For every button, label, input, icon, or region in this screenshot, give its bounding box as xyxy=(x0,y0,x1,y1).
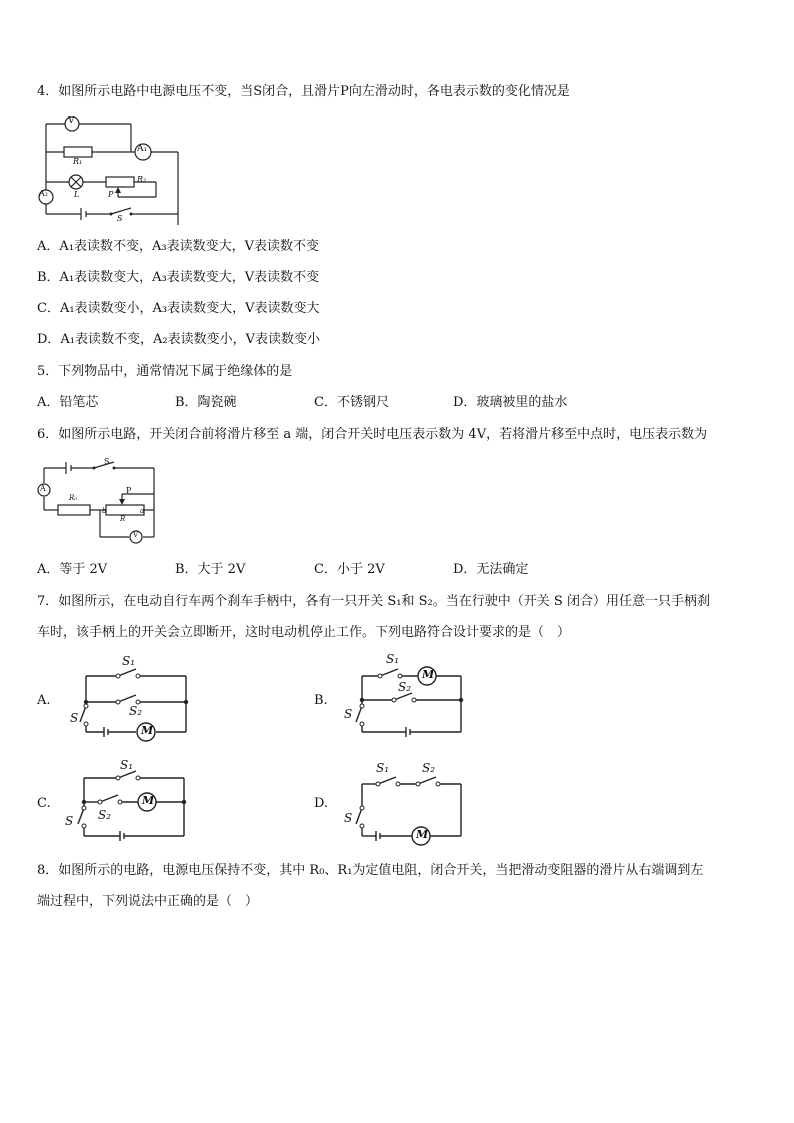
q6-switch-label: S xyxy=(104,457,110,466)
q4-option-b: B．A₁表读数变大，A₃表读数变大，V表读数不变 xyxy=(37,270,320,285)
q7d-s-label: S xyxy=(344,811,353,825)
q6-stem: 6．如图所示电路，开关闭合前将滑片移至 a 端，闭合开关时电压表示数为 4V，若将滑片移至中点时，电压表示数为 xyxy=(37,427,708,442)
q7b-s-label: S xyxy=(344,707,353,721)
q4-a2-label: A₂ xyxy=(39,189,48,198)
q7-stem-line1: 7．如图所示，在电动自行车两个刹车手柄中，各有一只开关 S₁和 S₂。当在行驶中（开关 S 闭合）用任意一只手柄刹 xyxy=(37,594,710,609)
q5-stem: 5．下列物品中，通常情况下属于绝缘体的是 xyxy=(37,364,293,379)
q7-choice-b-label: B. xyxy=(314,693,328,708)
q7d-motor-label: M xyxy=(416,828,429,841)
q5-option-b: B．陶瓷碗 xyxy=(175,395,237,410)
q6-b-label: b xyxy=(102,507,107,515)
q4-r1-label: R₁ xyxy=(73,157,83,166)
q6-option-b: B．大于 2V xyxy=(175,562,246,577)
q4-option-a: A．A₁表读数不变，A₃表读数变大，V表读数不变 xyxy=(37,239,319,254)
q7-circuit-b-svg xyxy=(340,652,470,742)
q8-stem-line2: 端过程中，下列说法中正确的是（ ） xyxy=(37,894,259,909)
q4-stem: 4．如图所示电路中电源电压不变，当S闭合，且滑片P向左滑动时，各电表示数的变化情况是 xyxy=(37,84,570,99)
q7d-s2-label: S₂ xyxy=(422,761,436,775)
q5-option-d: D．玻璃被里的盐水 xyxy=(453,395,568,410)
q6-slider-arrow xyxy=(119,499,125,505)
q7a-s2-label: S₂ xyxy=(129,704,143,718)
q4-lamp-label: L xyxy=(74,190,80,199)
q6-slider-label: P xyxy=(126,486,132,495)
q4-circuit-svg xyxy=(36,110,186,226)
q7a-motor-label: M xyxy=(141,724,154,737)
q7d-s1-label: S₁ xyxy=(376,761,390,775)
q7-choice-a-label: A. xyxy=(37,693,51,708)
q7c-s2-label: S₂ xyxy=(98,808,112,822)
q7b-s2-label: S₂ xyxy=(398,680,412,694)
q7a-s1-label: S₁ xyxy=(122,654,136,668)
q7-circuit-b xyxy=(340,652,470,742)
q4-option-d: D．A₁表读数不变，A₂表读数变小，V表读数变小 xyxy=(37,332,321,347)
q6-r0-label: R₀ xyxy=(69,494,78,502)
q4-switch-label: S xyxy=(117,214,123,223)
q4-a1-label: A₁ xyxy=(137,144,148,154)
q7-circuit-c xyxy=(62,756,192,846)
q7-circuit-d-svg xyxy=(340,756,470,846)
q6-a-label: a xyxy=(140,507,145,515)
q7-circuit-a xyxy=(66,654,196,744)
q6-circuit-svg xyxy=(36,458,164,546)
q7-choice-c-label: C. xyxy=(37,796,51,811)
q7b-motor-label: M xyxy=(422,668,435,681)
q7c-motor-label: M xyxy=(142,794,155,807)
q4-slider-label: P xyxy=(108,190,114,199)
q7c-s-label: S xyxy=(65,814,74,828)
q7b-s1-label: S₁ xyxy=(386,652,400,666)
q4-circuit-diagram xyxy=(36,110,186,226)
q7a-s-label: S xyxy=(70,711,79,725)
q8-stem-line1: 8．如图所示的电路，电源电压保持不变，其中 R₀、R₁为定值电阻，闭合开关，当把滑动变阻器的滑片从右端调到左 xyxy=(37,863,704,878)
q7-circuit-d xyxy=(340,756,470,846)
q5-option-a: A．铅笔芯 xyxy=(37,395,99,410)
q7-stem-line2: 车时，该手柄上的开关会立即断开，这时电动机停止工作。下列电路符合设计要求的是（ ） xyxy=(37,625,571,640)
q4-r2-label: R₂ xyxy=(137,175,147,184)
q6-option-d: D．无法确定 xyxy=(453,562,529,577)
q6-r-label: R xyxy=(120,515,126,523)
q7c-s1-label: S₁ xyxy=(120,758,134,772)
q4-v-label: V xyxy=(68,116,75,126)
q4-slider-arrow xyxy=(115,187,121,193)
q6-option-c: C．小于 2V xyxy=(314,562,385,577)
q6-ammeter-label: A xyxy=(40,484,46,493)
q6-voltmeter-label: V xyxy=(133,531,139,539)
q4-option-c: C．A₁表读数变小，A₃表读数变大，V表读数变大 xyxy=(37,301,320,316)
q6-circuit-diagram xyxy=(36,458,164,546)
q7-choice-d-label: D. xyxy=(314,796,329,811)
q6-option-a: A．等于 2V xyxy=(37,562,108,577)
q5-option-c: C．不锈钢尺 xyxy=(314,395,389,410)
